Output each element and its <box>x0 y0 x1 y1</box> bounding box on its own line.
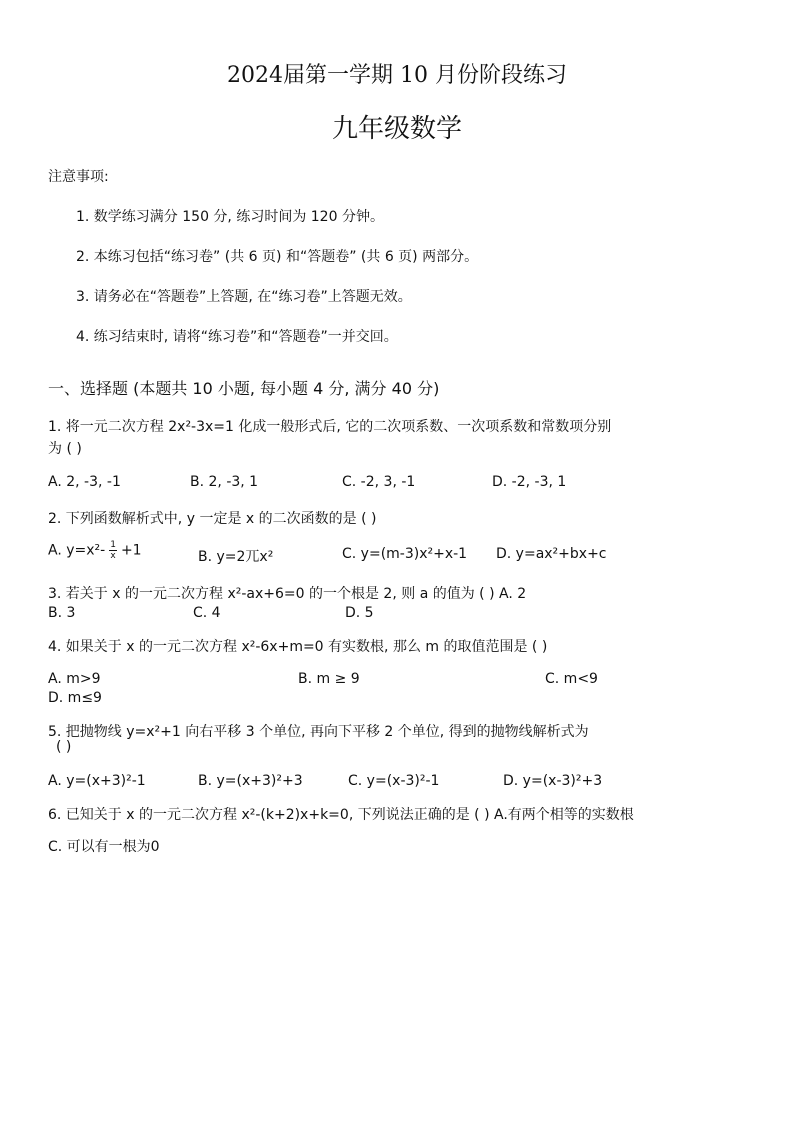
question-4-option-b: B. m ≥ 9 <box>298 671 360 687</box>
question-1-stem: 1. 将一元二次方程 2x²-3x=1 化成一般形式后, 它的二次项系数、一次项系数和常数项分别 <box>48 419 612 435</box>
question-4-stem: 4. 如果关于 x 的一元二次方程 x²-6x+m=0 有实数根, 那么 m 的取值范围是 ( ) <box>48 639 548 655</box>
section-title: 一、选择题 (本题共 10 小题, 每小题 4 分, 满分 40 分) <box>48 379 440 398</box>
question-1-option-c: C. -2, 3, -1 <box>342 474 416 490</box>
question-6-option-c: C. 可以有一根为0 <box>48 839 160 855</box>
fraction-numerator: 1 <box>110 540 116 550</box>
fraction-denominator: x <box>110 551 116 561</box>
question-2-option-c: C. y=(m-3)x²+x-1 <box>342 546 468 562</box>
question-2-stem: 2. 下列函数解析式中, y 一定是 x 的二次函数的是 ( ) <box>48 511 377 527</box>
question-2-option-b: B. y=2兀x² <box>198 549 274 565</box>
question-2-option-d: D. y=ax²+bx+c <box>496 546 607 562</box>
note-item-4: 4. 练习结束时, 请将“练习卷”和“答题卷”一并交回。 <box>76 329 398 345</box>
subject-title: 九年级数学 <box>331 114 462 144</box>
question-2-option-a <box>48 540 142 561</box>
question-1-option-b: B. 2, -3, 1 <box>190 474 259 490</box>
question-1-option-d: D. -2, -3, 1 <box>492 474 567 490</box>
question-1-option-a: A. 2, -3, -1 <box>48 474 121 490</box>
fraction-one-over-x <box>109 540 117 561</box>
question-2-option-a-prefix: A. y=x²- <box>48 542 106 559</box>
question-5-blank: ( ) <box>56 739 72 755</box>
question-3-stem: 3. 若关于 x 的一元二次方程 x²-ax+6=0 的一个根是 2, 则 a 的值为 ( ) A. 2 <box>48 586 527 602</box>
question-4-option-a: A. m>9 <box>48 671 101 687</box>
question-3-option-b: B. 3 <box>48 605 76 621</box>
question-2-option-a-suffix: +1 <box>120 542 142 559</box>
question-4-option-d: D. m≤9 <box>48 690 102 706</box>
note-item-3: 3. 请务必在“答题卷”上答题, 在“练习卷”上答题无效。 <box>76 289 412 305</box>
question-5-stem: 5. 把抛物线 y=x²+1 向右平移 3 个单位, 再向下平移 2 个单位, 得到的抛物线解析式为 <box>48 724 589 740</box>
question-5-option-d: D. y=(x-3)²+3 <box>503 773 603 789</box>
question-3-option-d: D. 5 <box>345 605 374 621</box>
question-5-option-c: C. y=(x-3)²-1 <box>348 773 440 789</box>
question-4-option-c: C. m<9 <box>545 671 598 687</box>
question-5-option-b: B. y=(x+3)²+3 <box>198 773 303 789</box>
question-5-option-a: A. y=(x+3)²-1 <box>48 773 146 789</box>
note-item-1: 1. 数学练习满分 150 分, 练习时间为 120 分钟。 <box>76 209 384 225</box>
notes-heading: 注意事项: <box>48 169 109 185</box>
question-6-stem: 6. 已知关于 x 的一元二次方程 x²-(k+2)x+k=0, 下列说法正确的是 ( ) A.有两个相等的实数根 <box>48 807 634 823</box>
question-1-blank: 为 ( ) <box>48 441 82 457</box>
note-item-2: 2. 本练习包括“练习卷” (共 6 页) 和“答题卷” (共 6 页) 两部分。 <box>76 249 479 265</box>
question-3-option-c: C. 4 <box>193 605 221 621</box>
exam-title: 2024届第一学期 10 月份阶段练习 <box>227 63 567 88</box>
